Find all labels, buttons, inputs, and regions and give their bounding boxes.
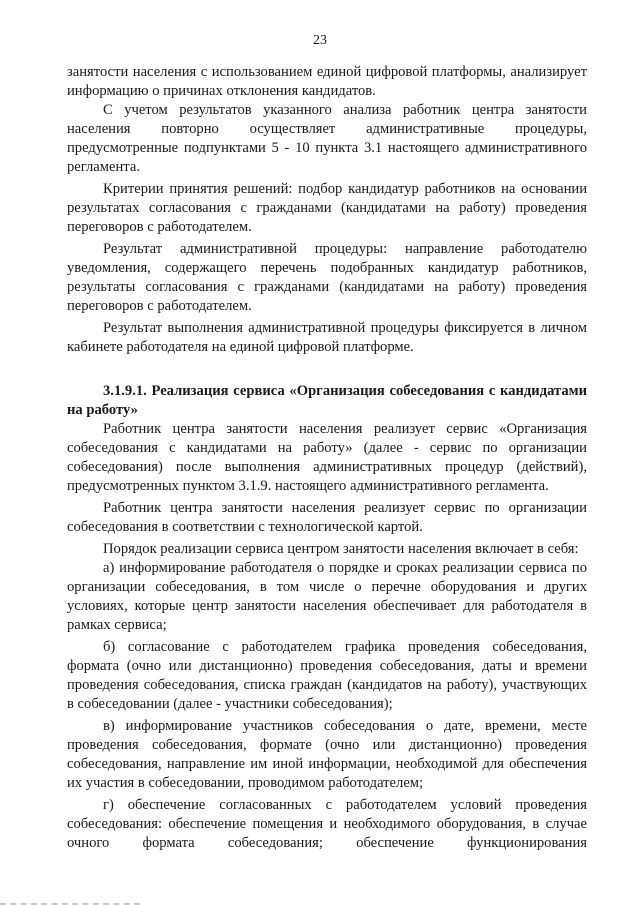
paragraph-tech-map: Работник центра занятости населения реализует сервис по организации собеседования в соответствии с технологической картой. (67, 500, 587, 535)
paragraph-criteria: Критерии принятия решений: подбор кандидатур работников на основании результатах согласования с гражданами (кандидатами на работу) проведения переговоров с работодателем. (67, 181, 587, 235)
list-item-a: а) информирование работодателя о порядке и сроках реализации сервиса по организации собеседования, в том числе о перечне оборудования и других условиях, которые центр занятости населения обеспечивает для работодателя в рамках сервиса; (67, 560, 587, 633)
scan-edge-artifact (0, 900, 140, 905)
list-item-v: в) информирование участников собеседования о дате, времени, месте проведения собеседования, формате (очно или дистанционно) проведения собеседования, направление им иной информации, необходимой для обеспечения их участия в собеседовании, проводимом работодателем; (67, 718, 587, 791)
document-body (67, 63, 587, 853)
list-item-g: г) обеспечение согласованных с работодателем условий проведения собеседования: обеспечение помещения и необходимого оборудования, в случае очного формата собеседования; обеспечение функционирования (67, 797, 587, 851)
paragraph-result-recording: Результат выполнения административной процедуры фиксируется в личном кабинете работодателя на единой цифровой платформе. (67, 320, 587, 355)
paragraph-service-intro: Работник центра занятости населения реализует сервис «Организация собеседования с кандидатами на работу» (далее - сервис по организации собеседования) после выполнения административных процедур (действий), предусмотренных пунктом 3.1.9. настоящего административного регламента. (67, 421, 587, 494)
paragraph-result: Результат административной процедуры: направление работодателю уведомления, содержащего перечень подобранных кандидатур работников, результаты согласования с гражданами (кандидатами на работу) проведения переговоров с работодателем. (67, 241, 587, 314)
list-item-b: б) согласование с работодателем графика проведения собеседования, формата (очно или дистанционно) проведения собеседования, даты и времени проведения собеседования, списка граждан (кандидатов на работу), участвующих в собеседовании (далее - участники собеседования); (67, 639, 587, 712)
page-number: 23 (313, 33, 327, 48)
section-heading: 3.1.9.1. Реализация сервиса «Организация собеседования с кандидатами на работу» (67, 383, 587, 418)
paragraph-continuation: занятости населения с использованием единой цифровой платформы, анализирует информацию о причинах отклонения кандидатов. (67, 64, 587, 99)
paragraph-analysis: С учетом результатов указанного анализа работник центра занятости населения повторно осуществляет административные процедуры, предусмотренные подпунктами 5 - 10 пункта 3.1 настоящего административного регламента. (67, 102, 587, 175)
paragraph-procedure-intro: Порядок реализации сервиса центром занятости населения включает в себя: (103, 541, 579, 557)
